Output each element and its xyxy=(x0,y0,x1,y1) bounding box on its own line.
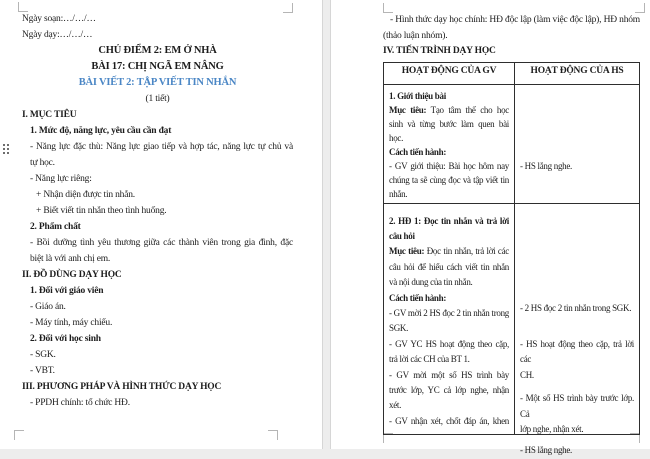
cach-tien-hanh-label: Cách tiến hành: xyxy=(389,146,447,157)
doc-line: SGK. xyxy=(389,323,409,334)
page-1-content xyxy=(0,0,322,411)
activity-table xyxy=(383,62,640,456)
doc-line: - Một số HS trình bày trước lớp. Cả xyxy=(520,393,634,419)
doc-line: - HS hoạt động theo cặp, trả lời các xyxy=(520,338,634,365)
section-do-dung-heading: II. ĐỒ DÙNG DẠY HỌC xyxy=(22,270,122,280)
doc-line: - GV YC HS hoạt động theo cặp, xyxy=(389,338,509,349)
activity-title: 2. HĐ 1: Đọc tin nhắn và trả lời xyxy=(389,215,509,226)
doc-line: - GV nhận xét, chốt đáp án, khen xyxy=(389,415,509,426)
doc-line xyxy=(389,244,509,259)
doc-line: - Máy tính, máy chiếu. xyxy=(30,318,113,328)
hs-cell xyxy=(515,85,639,203)
sub-lesson-heading: BÀI VIẾT 2: TẬP VIẾT TIN NHẮN xyxy=(78,77,237,88)
doc-line: Tạo tâm thế cho học xyxy=(430,104,509,115)
subsection-heading: 1. Đối với giáo viên xyxy=(30,286,104,296)
doc-line: - VBT. xyxy=(30,366,55,376)
doc-line: - Giáo án. xyxy=(30,302,66,312)
doc-line: chúng ta sẽ cùng đọc và tập viết tin xyxy=(389,174,509,185)
subsection-heading: 2. Đối với học sinh xyxy=(30,334,101,344)
activity-title: câu hỏi xyxy=(389,230,415,241)
doc-line: câu hỏi để hiểu cách viết tin nhắn xyxy=(389,261,509,272)
table-header-row xyxy=(384,63,639,84)
doc-line: trả lời các CH của BT 1. xyxy=(389,354,470,365)
doc-line: - Năng lực riêng: xyxy=(30,174,92,184)
page-1 xyxy=(0,0,322,449)
subsection-heading: 1. Mức độ, năng lực, yêu cầu cần đạt xyxy=(30,126,172,136)
section-muc-tieu-heading: I. MỤC TIÊU xyxy=(22,110,77,120)
doc-line: + Nhận diện được tin nhắn. xyxy=(36,190,135,200)
doc-line: - SGK. xyxy=(30,350,56,360)
doc-line: CH. xyxy=(520,369,534,380)
doc-line: - HS lắng nghe. xyxy=(520,445,572,456)
muc-tieu-label: Mục tiêu: xyxy=(389,246,425,257)
doc-line: - Hình thức dạy học chính: HĐ độc lập (làm việc độc lập), HĐ nhóm xyxy=(390,15,640,25)
doc-line: - Năng lực đặc thù: Năng lực giao tiếp và hợp tác, năng lực tự chủ và xyxy=(30,142,293,152)
page-2-content xyxy=(331,0,650,456)
doc-line: + Biết viết tin nhắn theo tình huống. xyxy=(36,206,167,216)
gv-cell xyxy=(384,85,515,203)
section-tien-trinh-heading: IV. TIẾN TRÌNH DẠY HỌC xyxy=(383,46,496,56)
page-gap xyxy=(322,0,331,449)
table-header-gv: HOẠT ĐỘNG CỦA GV xyxy=(384,63,515,84)
doc-line: và nội dung của tin nhắn. xyxy=(389,277,473,288)
doc-line: - PPDH chính: tổ chức HĐ. xyxy=(30,398,130,408)
doc-line: lớp nghe, nhận xét. xyxy=(520,423,584,434)
activity-title: 1. Giới thiệu bài xyxy=(389,90,446,101)
page-2 xyxy=(331,0,650,456)
doc-line: - Bồi dưỡng tình yêu thương giữa các thành viên trong gia đình, đặc xyxy=(30,238,293,248)
table-header-hs: HOẠT ĐỘNG CỦA HS xyxy=(530,65,624,76)
doc-line: - 2 HS đọc 2 tin nhắn trong SGK. xyxy=(520,302,632,313)
cach-tien-hanh-label: Cách tiến hành: xyxy=(389,292,447,303)
subsection-heading: 2. Phẩm chất xyxy=(30,222,81,232)
duration-line: (1 tiết) xyxy=(145,94,170,104)
date-prepared-line: Ngày soạn:…/…/… xyxy=(22,14,96,24)
doc-line xyxy=(389,103,509,117)
doc-line: trước lớp, YC cả lớp nghe, nhận xyxy=(389,384,509,395)
table-row xyxy=(384,203,639,456)
topic-heading: CHỦ ĐIỂM 2: EM Ở NHÀ xyxy=(98,45,217,56)
section-phuong-phap-heading: III. PHƯƠNG PHÁP VÀ HÌNH THỨC DẠY HỌC xyxy=(22,382,222,392)
doc-line: Đọc tin nhắn, trả lời các xyxy=(426,246,509,257)
doc-line: sinh và từng bước làm quen bài xyxy=(389,118,509,129)
muc-tieu-label: Mục tiêu: xyxy=(389,104,427,115)
doc-line: - GV giới thiệu: Bài học hôm nay xyxy=(389,160,509,171)
margin-crop-mark xyxy=(383,433,393,443)
doc-line: tự học. xyxy=(30,158,55,168)
doc-line: - GV mời 2 HS đọc 2 tin nhắn trong xyxy=(389,307,509,318)
lesson-heading: BÀI 17: CHỊ NGÃ EM NÂNG xyxy=(91,61,224,72)
hs-cell xyxy=(515,204,639,456)
margin-crop-mark xyxy=(14,430,24,440)
margin-crop-mark xyxy=(268,430,278,440)
doc-line: học. xyxy=(389,132,404,143)
doc-line: biệt là với anh chị em. xyxy=(30,254,111,264)
gv-cell xyxy=(384,204,515,434)
doc-line: - HS lắng nghe. xyxy=(520,160,572,171)
doc-line: (thảo luận nhóm). xyxy=(383,30,448,41)
date-taught-line: Ngày dạy:…/…/… xyxy=(22,30,93,40)
doc-line: xét. xyxy=(389,400,402,411)
doc-line: - GV mời một số HS trình bày xyxy=(389,369,509,380)
doc-line: nhắn. xyxy=(389,188,408,199)
table-row xyxy=(384,84,639,203)
